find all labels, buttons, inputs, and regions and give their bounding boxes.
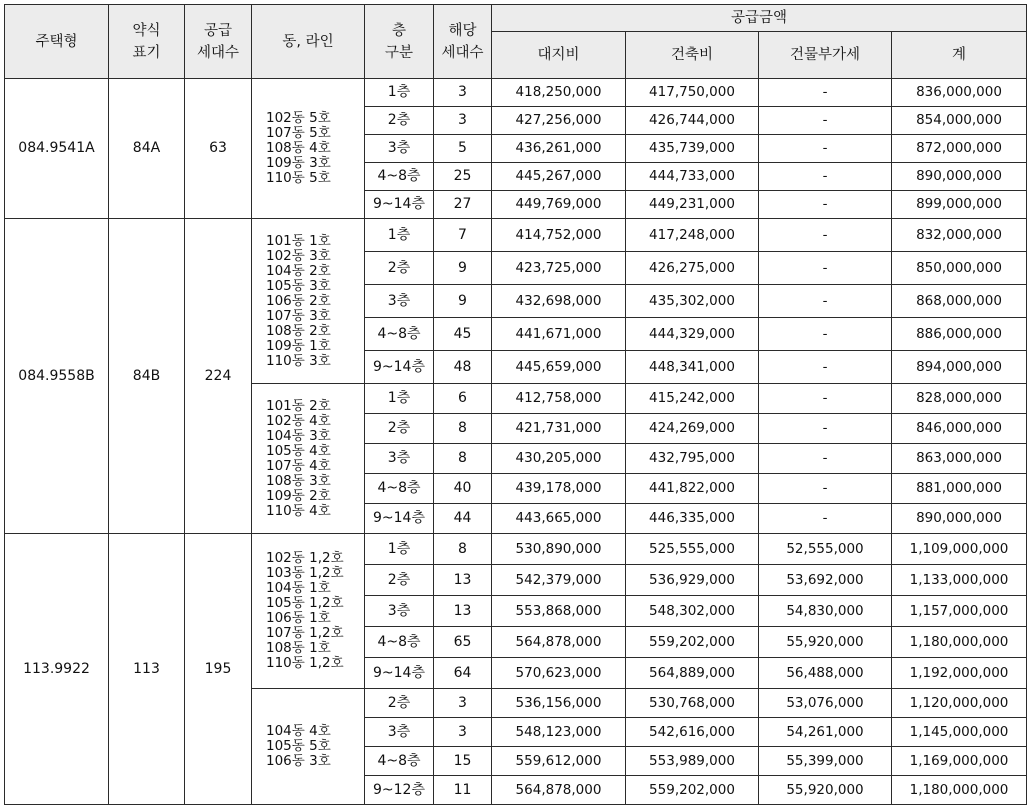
- units-cell: 9: [434, 252, 492, 285]
- floor-cell: 3층: [365, 285, 434, 318]
- units-cell: 27: [434, 191, 492, 219]
- units-cell: 3: [434, 79, 492, 107]
- vat-cell: 52,555,000: [759, 534, 892, 565]
- land-price-cell: 443,665,000: [492, 504, 626, 534]
- vat-cell: -: [759, 351, 892, 384]
- floor-cell: 2층: [365, 414, 434, 444]
- abbr-cell: 84B: [109, 219, 185, 534]
- building-price-cell: 432,795,000: [626, 444, 759, 474]
- vat-cell: 55,920,000: [759, 776, 892, 805]
- table-row: [5, 219, 1027, 252]
- vat-cell: -: [759, 163, 892, 191]
- building-price-cell: 536,929,000: [626, 565, 759, 596]
- building-price-cell: 530,768,000: [626, 689, 759, 718]
- land-price-cell: 414,752,000: [492, 219, 626, 252]
- floor-cell: 2층: [365, 107, 434, 135]
- units-cell: 6: [434, 384, 492, 414]
- vat-cell: -: [759, 318, 892, 351]
- header-dong-line: 동, 라인: [252, 5, 365, 79]
- units-cell: 13: [434, 565, 492, 596]
- table-row: [5, 534, 1027, 565]
- units-cell: 8: [434, 444, 492, 474]
- units-cell: 44: [434, 504, 492, 534]
- land-price-cell: 430,205,000: [492, 444, 626, 474]
- dong-line-cell: 101동 2호 102동 4호 104동 3호 105동 4호 107동 4호 108동 3호 109동 2호 110동 4호: [252, 384, 365, 534]
- total-price-cell: 1,120,000,000: [892, 689, 1027, 718]
- floor-cell: 9~12층: [365, 776, 434, 805]
- land-price-cell: 542,379,000: [492, 565, 626, 596]
- building-price-cell: 444,733,000: [626, 163, 759, 191]
- floor-cell: 3층: [365, 718, 434, 747]
- vat-cell: -: [759, 504, 892, 534]
- building-price-cell: 426,744,000: [626, 107, 759, 135]
- building-price-cell: 548,302,000: [626, 596, 759, 627]
- building-price-cell: 441,822,000: [626, 474, 759, 504]
- building-price-cell: 449,231,000: [626, 191, 759, 219]
- building-price-cell: 448,341,000: [626, 351, 759, 384]
- units-cell: 5: [434, 135, 492, 163]
- vat-cell: 53,692,000: [759, 565, 892, 596]
- floor-cell: 1층: [365, 219, 434, 252]
- building-price-cell: 564,889,000: [626, 658, 759, 689]
- abbr-cell: 84A: [109, 79, 185, 219]
- total-price-cell: 850,000,000: [892, 252, 1027, 285]
- floor-cell: 9~14층: [365, 191, 434, 219]
- vat-cell: 53,076,000: [759, 689, 892, 718]
- total-price-cell: 872,000,000: [892, 135, 1027, 163]
- total-price-cell: 881,000,000: [892, 474, 1027, 504]
- building-price-cell: 559,202,000: [626, 627, 759, 658]
- building-price-cell: 435,302,000: [626, 285, 759, 318]
- total-price-cell: 890,000,000: [892, 504, 1027, 534]
- floor-cell: 4~8층: [365, 474, 434, 504]
- total-price-cell: 854,000,000: [892, 107, 1027, 135]
- units-cell: 13: [434, 596, 492, 627]
- land-price-cell: 412,758,000: [492, 384, 626, 414]
- floor-cell: 2층: [365, 565, 434, 596]
- header-total: 계: [892, 32, 1027, 79]
- vat-cell: -: [759, 219, 892, 252]
- building-price-cell: 415,242,000: [626, 384, 759, 414]
- total-price-cell: 1,180,000,000: [892, 627, 1027, 658]
- units-cell: 11: [434, 776, 492, 805]
- supply-units-cell: 224: [185, 219, 252, 534]
- building-price-cell: 424,269,000: [626, 414, 759, 444]
- floor-cell: 1층: [365, 384, 434, 414]
- units-cell: 64: [434, 658, 492, 689]
- total-price-cell: 1,192,000,000: [892, 658, 1027, 689]
- vat-cell: 54,830,000: [759, 596, 892, 627]
- units-cell: 9: [434, 285, 492, 318]
- floor-cell: 2층: [365, 689, 434, 718]
- land-price-cell: 427,256,000: [492, 107, 626, 135]
- total-price-cell: 1,133,000,000: [892, 565, 1027, 596]
- floor-cell: 3층: [365, 444, 434, 474]
- total-price-cell: 1,157,000,000: [892, 596, 1027, 627]
- land-price-cell: 432,698,000: [492, 285, 626, 318]
- supply-price-table: [4, 4, 1027, 805]
- land-price-cell: 445,267,000: [492, 163, 626, 191]
- vat-cell: -: [759, 384, 892, 414]
- dong-line-cell: 102동 1,2호 103동 1,2호 104동 1호 105동 1,2호 106동 1호 107동 1,2호 108동 1호 110동 1,2호: [252, 534, 365, 689]
- land-price-cell: 421,731,000: [492, 414, 626, 444]
- total-price-cell: 868,000,000: [892, 285, 1027, 318]
- header-building: 건축비: [626, 32, 759, 79]
- total-price-cell: 1,145,000,000: [892, 718, 1027, 747]
- header-house-type: 주택형: [5, 5, 109, 79]
- total-price-cell: 1,169,000,000: [892, 747, 1027, 776]
- header-supply-units: 공급 세대수: [185, 5, 252, 79]
- vat-cell: -: [759, 79, 892, 107]
- land-price-cell: 441,671,000: [492, 318, 626, 351]
- land-price-cell: 423,725,000: [492, 252, 626, 285]
- vat-cell: -: [759, 107, 892, 135]
- units-cell: 40: [434, 474, 492, 504]
- land-price-cell: 418,250,000: [492, 79, 626, 107]
- table-body: [5, 79, 1027, 805]
- units-cell: 65: [434, 627, 492, 658]
- units-cell: 7: [434, 219, 492, 252]
- land-price-cell: 530,890,000: [492, 534, 626, 565]
- land-price-cell: 449,769,000: [492, 191, 626, 219]
- vat-cell: -: [759, 252, 892, 285]
- floor-cell: 1층: [365, 79, 434, 107]
- floor-cell: 4~8층: [365, 163, 434, 191]
- floor-cell: 3층: [365, 596, 434, 627]
- floor-cell: 9~14층: [365, 351, 434, 384]
- units-cell: 45: [434, 318, 492, 351]
- total-price-cell: 886,000,000: [892, 318, 1027, 351]
- total-price-cell: 1,180,000,000: [892, 776, 1027, 805]
- supply-units-cell: 195: [185, 534, 252, 805]
- vat-cell: -: [759, 191, 892, 219]
- floor-cell: 9~14층: [365, 658, 434, 689]
- land-price-cell: 553,868,000: [492, 596, 626, 627]
- units-cell: 25: [434, 163, 492, 191]
- floor-cell: 2층: [365, 252, 434, 285]
- units-cell: 48: [434, 351, 492, 384]
- vat-cell: 54,261,000: [759, 718, 892, 747]
- units-cell: 3: [434, 107, 492, 135]
- building-price-cell: 542,616,000: [626, 718, 759, 747]
- units-cell: 3: [434, 689, 492, 718]
- building-price-cell: 417,750,000: [626, 79, 759, 107]
- land-price-cell: 536,156,000: [492, 689, 626, 718]
- land-price-cell: 559,612,000: [492, 747, 626, 776]
- header-units: 해당 세대수: [434, 5, 492, 79]
- building-price-cell: 426,275,000: [626, 252, 759, 285]
- building-price-cell: 525,555,000: [626, 534, 759, 565]
- total-price-cell: 894,000,000: [892, 351, 1027, 384]
- land-price-cell: 564,878,000: [492, 627, 626, 658]
- abbr-cell: 113: [109, 534, 185, 805]
- floor-cell: 4~8층: [365, 627, 434, 658]
- total-price-cell: 1,109,000,000: [892, 534, 1027, 565]
- table-row: [5, 79, 1027, 107]
- vat-cell: -: [759, 285, 892, 318]
- units-cell: 8: [434, 534, 492, 565]
- building-price-cell: 444,329,000: [626, 318, 759, 351]
- header-floor: 층 구분: [365, 5, 434, 79]
- dong-line-cell: 101동 1호 102동 3호 104동 2호 105동 3호 106동 2호 107동 3호 108동 2호 109동 1호 110동 3호: [252, 219, 365, 384]
- dong-line-cell: 102동 5호 107동 5호 108동 4호 109동 3호 110동 5호: [252, 79, 365, 219]
- vat-cell: 56,488,000: [759, 658, 892, 689]
- units-cell: 3: [434, 718, 492, 747]
- dong-line-cell: 104동 4호 105동 5호 106동 3호: [252, 689, 365, 805]
- floor-cell: 9~14층: [365, 504, 434, 534]
- building-price-cell: 559,202,000: [626, 776, 759, 805]
- building-price-cell: 553,989,000: [626, 747, 759, 776]
- land-price-cell: 548,123,000: [492, 718, 626, 747]
- header-land: 대지비: [492, 32, 626, 79]
- table-header: [5, 5, 1027, 79]
- total-price-cell: 832,000,000: [892, 219, 1027, 252]
- header-price-group: 공급금액: [492, 5, 1027, 32]
- total-price-cell: 836,000,000: [892, 79, 1027, 107]
- total-price-cell: 863,000,000: [892, 444, 1027, 474]
- building-price-cell: 435,739,000: [626, 135, 759, 163]
- units-cell: 8: [434, 414, 492, 444]
- land-price-cell: 445,659,000: [492, 351, 626, 384]
- vat-cell: 55,920,000: [759, 627, 892, 658]
- house-type-cell: 113.9922: [5, 534, 109, 805]
- building-price-cell: 417,248,000: [626, 219, 759, 252]
- vat-cell: -: [759, 135, 892, 163]
- supply-units-cell: 63: [185, 79, 252, 219]
- vat-cell: -: [759, 444, 892, 474]
- units-cell: 15: [434, 747, 492, 776]
- floor-cell: 4~8층: [365, 318, 434, 351]
- header-abbr: 약식 표기: [109, 5, 185, 79]
- total-price-cell: 828,000,000: [892, 384, 1027, 414]
- total-price-cell: 899,000,000: [892, 191, 1027, 219]
- header-vat: 건물부가세: [759, 32, 892, 79]
- floor-cell: 1층: [365, 534, 434, 565]
- vat-cell: -: [759, 474, 892, 504]
- land-price-cell: 570,623,000: [492, 658, 626, 689]
- vat-cell: 55,399,000: [759, 747, 892, 776]
- vat-cell: -: [759, 414, 892, 444]
- house-type-cell: 084.9541A: [5, 79, 109, 219]
- floor-cell: 4~8층: [365, 747, 434, 776]
- total-price-cell: 890,000,000: [892, 163, 1027, 191]
- house-type-cell: 084.9558B: [5, 219, 109, 534]
- building-price-cell: 446,335,000: [626, 504, 759, 534]
- land-price-cell: 439,178,000: [492, 474, 626, 504]
- land-price-cell: 436,261,000: [492, 135, 626, 163]
- land-price-cell: 564,878,000: [492, 776, 626, 805]
- floor-cell: 3층: [365, 135, 434, 163]
- total-price-cell: 846,000,000: [892, 414, 1027, 444]
